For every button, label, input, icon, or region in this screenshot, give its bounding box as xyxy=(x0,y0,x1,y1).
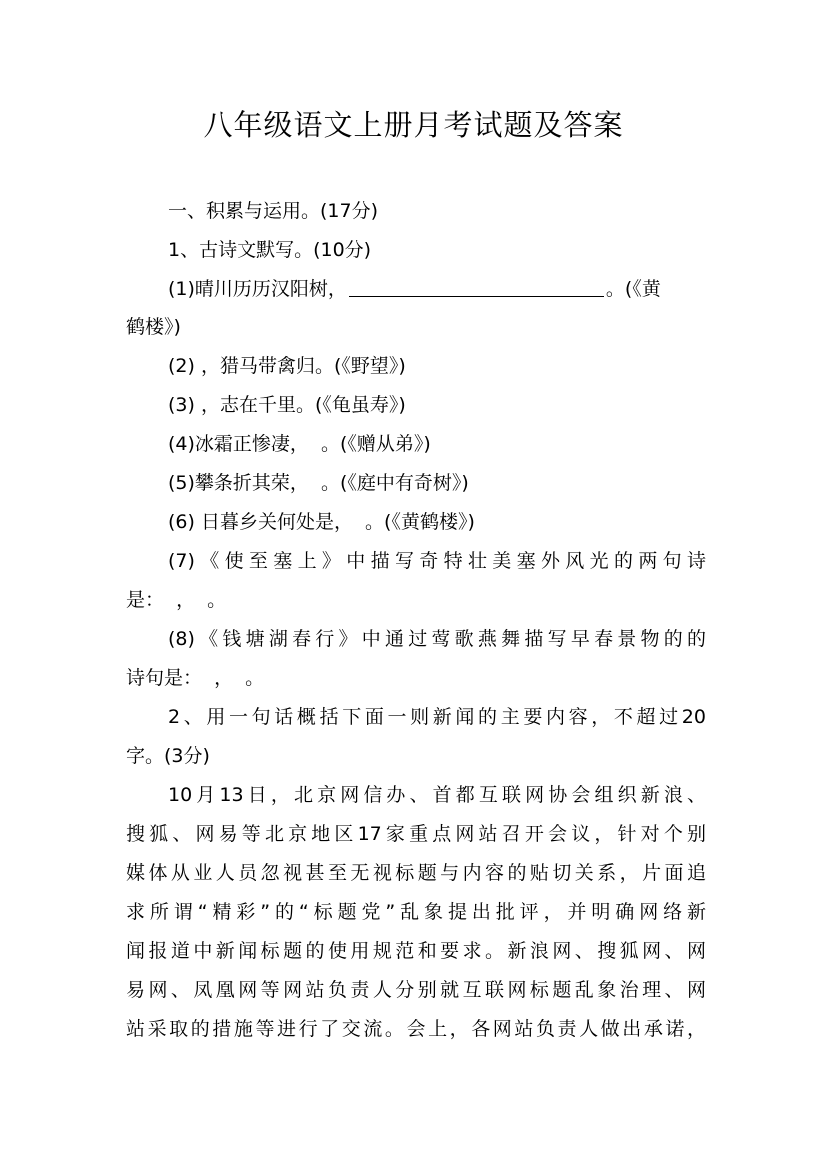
document-title: 八年级语文上册月考试题及答案 xyxy=(203,108,624,142)
question-line: (3) ，志在千里。(《龟虽寿》) xyxy=(168,394,406,416)
paragraph-line: 易网、凤凰网等网站负责人分别就互联网标题乱象治理、网 xyxy=(126,979,706,1001)
question-heading: 1、古诗文默写。(10分) xyxy=(168,239,372,261)
question-line: (7)《使至塞上》中描写奇特壮美塞外风光的两句诗 xyxy=(168,550,706,572)
paragraph-line: 10月13日，北京网信办、首都互联网协会组织新浪、 xyxy=(168,784,706,806)
question-text: 。(《黄 xyxy=(605,278,661,300)
paragraph-line: 求所谓“精彩”的“标题党”乱象提出批评，并明确网络新 xyxy=(126,901,706,923)
paragraph-line: 媒体从业人员忽视甚至无视标题与内容的贴切关系，片面追 xyxy=(126,862,706,884)
paragraph-line: 搜狐、网易等北京地区17家重点网站召开会议，针对个别 xyxy=(126,823,706,845)
section-heading: 一、积累与运用。(17分) xyxy=(168,200,379,222)
question-line: 字。(3分) xyxy=(126,745,210,767)
question-line: 鹤楼》) xyxy=(126,316,181,338)
question-line xyxy=(168,277,706,301)
question-line: (8)《钱塘湖春行》中通过莺歌燕舞描写早春景物的的 xyxy=(168,628,706,650)
question-line: 诗句是： ， 。 xyxy=(126,667,265,689)
question-line: (2) ，猎马带禽归。(《野望》) xyxy=(168,355,406,377)
answer-blank xyxy=(349,278,604,297)
question-line: (4)冰霜正惨凄， 。(《赠从弟》) xyxy=(168,433,431,455)
question-line: (6) 日暮乡关何处是， 。(《黄鹤楼》) xyxy=(168,511,475,533)
question-line: (5)攀条折其荣， 。(《庭中有奇树》) xyxy=(168,472,469,494)
question-text: (1)晴川历历汉阳树， xyxy=(168,278,347,300)
question-heading: 2、用一句话概括下面一则新闻的主要内容，不超过20 xyxy=(168,706,706,728)
paragraph-line: 闻报道中新闻标题的使用规范和要求。新浪网、搜狐网、网 xyxy=(126,940,706,962)
paragraph-line: 站采取的措施等进行了交流。会上，各网站负责人做出承诺， xyxy=(126,1018,706,1040)
question-line: 是： ， 。 xyxy=(126,589,227,611)
